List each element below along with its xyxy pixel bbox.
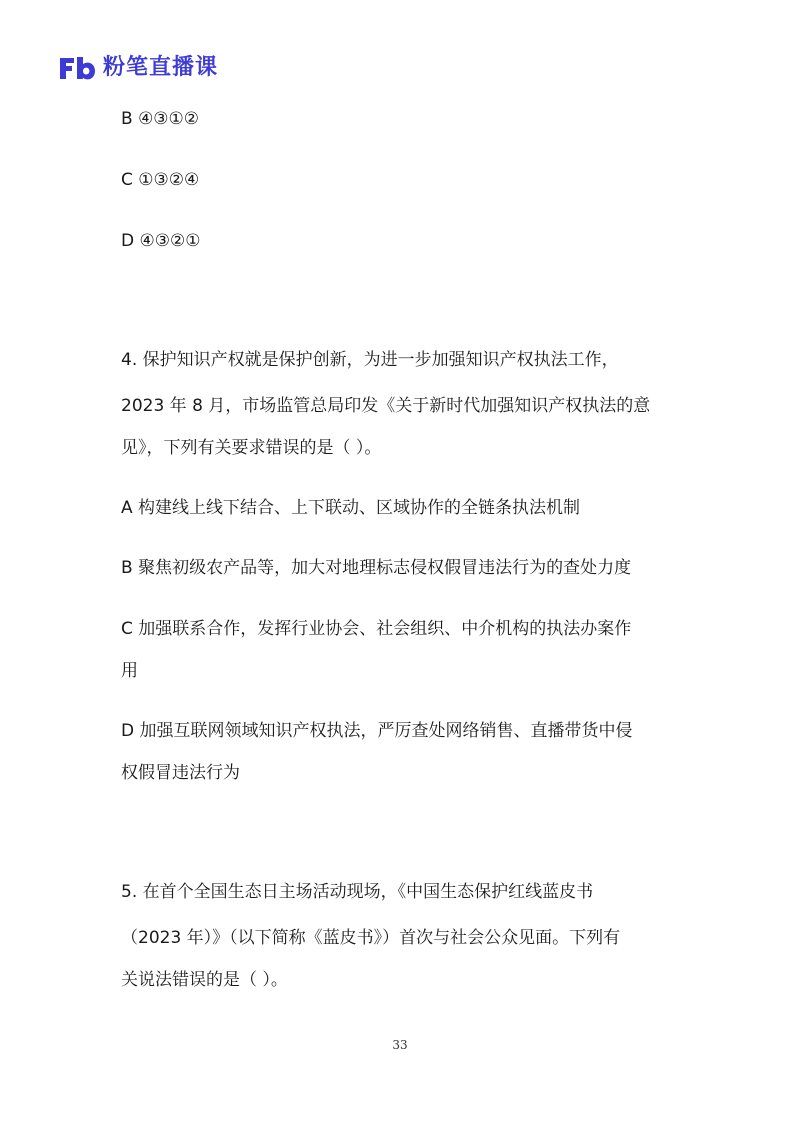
q4-option-d-line-2: 权假冒违法行为 <box>121 763 240 783</box>
q4-option-d-line-1: D 加强互联网领域知识产权执法，严厉查处网络销售、直播带货中侵 <box>121 721 633 741</box>
q4-option-c-line-2: 用 <box>121 661 138 681</box>
q5-stem-line-1: 5. 在首个全国生态日主场活动现场，《中国生态保护红线蓝皮书 <box>121 882 594 902</box>
q4-option-c-line-1: C 加强联系合作，发挥行业协会、社会组织、中介机构的执法办案作 <box>121 619 632 639</box>
brand-logo <box>57 52 218 84</box>
q5-stem-line-2: （2023 年）》（以下简称《蓝皮书》）首次与社会公众见面。下列有 <box>121 928 621 948</box>
q4-stem-line-3: 见》，下列有关要求错误的是（ ）。 <box>121 438 382 458</box>
q4-stem-line-2: 2023 年 8 月，市场监管总局印发《关于新时代加强知识产权执法的意 <box>121 396 651 416</box>
q4-option-b: B 聚焦初级农产品等，加大对地理标志侵权假冒违法行为的查处力度 <box>121 558 632 578</box>
fb-logo-icon <box>57 54 97 82</box>
q4-option-a: A 构建线上线下结合、上下联动、区域协作的全链条执法机制 <box>121 498 581 518</box>
option-d-q3: D ④③②① <box>121 231 201 251</box>
q4-stem-line-1: 4. 保护知识产权就是保护创新，为进一步加强知识产权执法工作， <box>121 350 619 370</box>
brand-name: 粉笔直播课 <box>103 55 219 80</box>
option-b-q3: B ④③①② <box>121 109 200 129</box>
option-c-q3: C ①③②④ <box>121 170 200 190</box>
page-number: 33 <box>392 1038 408 1052</box>
q5-stem-line-3: 关说法错误的是（ ）。 <box>121 970 288 990</box>
